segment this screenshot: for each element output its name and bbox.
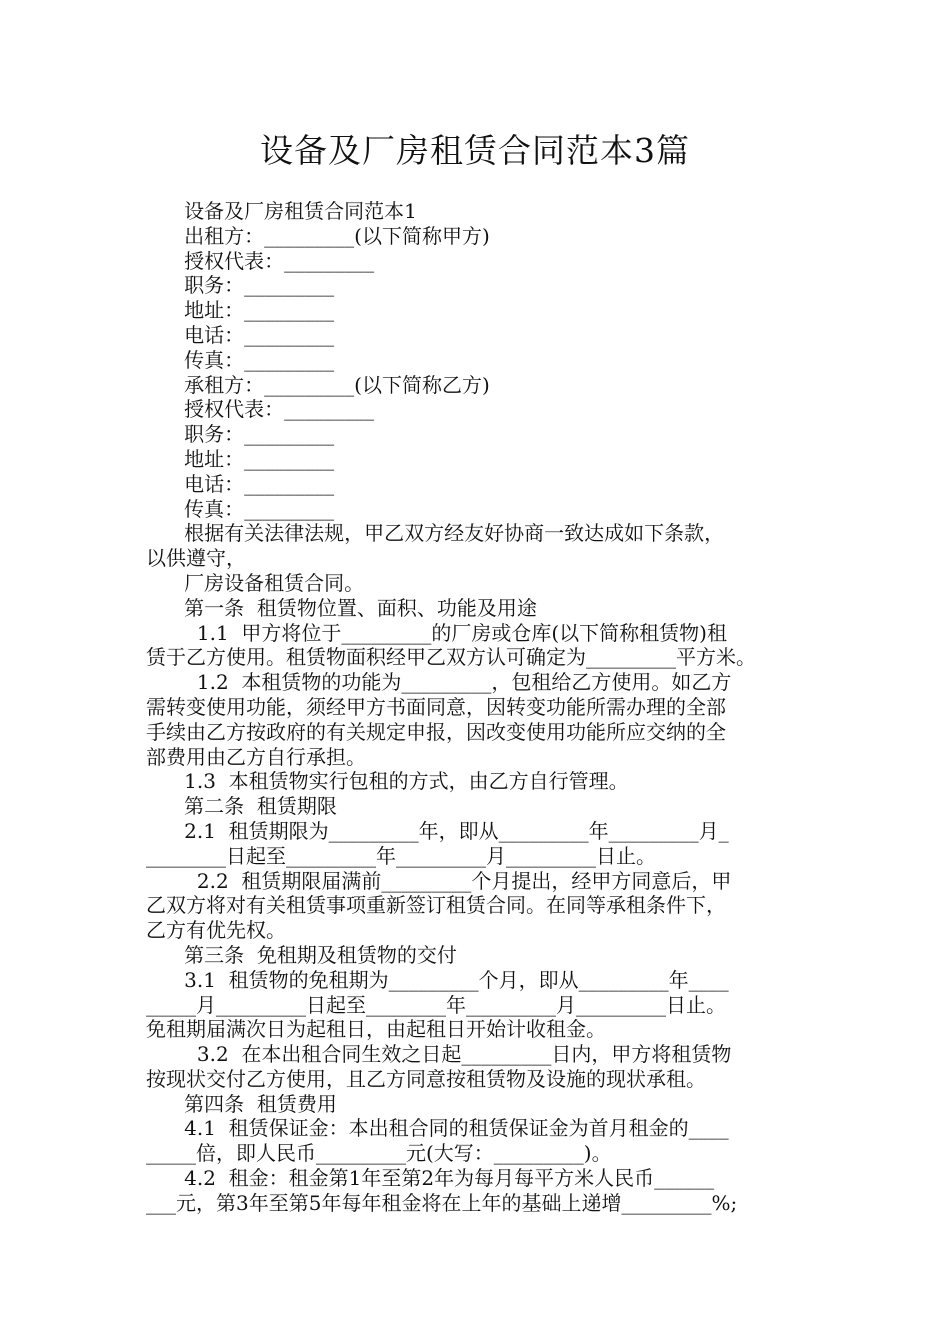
document-line: 地址：_________ [146, 446, 335, 471]
document-line: 需转变使用功能，须经甲方书面同意，因转变功能所需办理的全部 [146, 694, 726, 719]
document-title: 设备及厂房租赁合同范本3篇 [260, 131, 690, 170]
document-line: 根据有关法律法规，甲乙双方经友好协商一致达成如下条款， [146, 521, 725, 546]
document-line: ___元，第3年至第5年每年租金将在上年的基础上递增_________%; [146, 1190, 738, 1215]
document-line: 部费用由乙方自行承担。 [146, 744, 366, 769]
document-line: 2.2 租赁期限届满前_________个月提出，经甲方同意后，甲 [146, 868, 732, 893]
document-line: 1.3 本租赁物实行包租的方式，由乙方自行管理。 [146, 769, 629, 794]
document-line: 乙方有优先权。 [146, 918, 286, 943]
document-line: 1.2 本租赁物的功能为_________，包租给乙方使用。如乙方 [146, 670, 732, 695]
document-body [146, 199, 814, 1216]
document-line: 设备及厂房租赁合同范本1 [146, 199, 417, 223]
document-line: 职务：_________ [146, 422, 335, 447]
document-line: 第四条 租赁费用 [146, 1091, 337, 1116]
document-line: 1.1 甲方将位于_________的厂房或仓库(以下简称租赁物)租 [146, 620, 727, 645]
document-line: 出租方：_________(以下简称甲方) [146, 223, 490, 248]
document-line: _____倍，即人民币_________元(大写：_________)。 [146, 1141, 612, 1166]
document-line: 电话：_________ [146, 322, 335, 347]
document-line: 授权代表：_________ [146, 248, 375, 273]
document-line: 承租方：_________(以下简称乙方) [146, 372, 490, 397]
document-line: 第三条 免租期及租赁物的交付 [146, 942, 457, 967]
document-line: 3.2 在本出租合同生效之日起_________日内，甲方将租赁物 [146, 1042, 732, 1067]
document-line: 传真：_________ [146, 347, 335, 372]
document-line: 电话：_________ [146, 471, 335, 496]
document-line: 4.1 租赁保证金：本出租合同的租赁保证金为首月租金的____ [146, 1116, 729, 1141]
document-line: 以供遵守， [146, 546, 246, 571]
document-line: 地址：_________ [146, 298, 335, 323]
document-line: 传真：_________ [146, 496, 335, 521]
document-line: 第一条 租赁物位置、面积、功能及用途 [146, 595, 537, 620]
document-line: 按现状交付乙方使用，且乙方同意按租赁物及设施的现状承租。 [146, 1066, 706, 1091]
document-line: 手续由乙方按政府的有关规定申报，因改变使用功能所应交纳的全 [146, 719, 726, 744]
document-line: 乙双方将对有关租赁事项重新签订租赁合同。在同等承租条件下， [146, 893, 726, 918]
document-line: 免租期届满次日为起租日，由起租日开始计收租金。 [146, 1017, 606, 1042]
document-line: 第二条 租赁期限 [146, 794, 337, 819]
document-line: ________日起至_________年_________月_________日止。 [146, 843, 656, 868]
document-line: 厂房设备租赁合同。 [146, 570, 365, 595]
document-line: 赁于乙方使用。租赁物面积经甲乙双方认可确定为_________平方米。 [146, 645, 756, 670]
document-line: 2.1 租赁期限为_________年，即从_________年_________月_ [146, 818, 729, 843]
document-line: 3.1 租赁物的免租期为_________个月，即从_________年____ [146, 967, 729, 992]
document-line: 授权代表：_________ [146, 397, 375, 422]
document-line: 职务：_________ [146, 273, 335, 298]
document-line: _____月_________日起至________年_________月_________日止。 [146, 992, 726, 1017]
document-line: 4.2 租金：租金第1年至第2年为每月每平方米人民币______ [146, 1166, 715, 1191]
